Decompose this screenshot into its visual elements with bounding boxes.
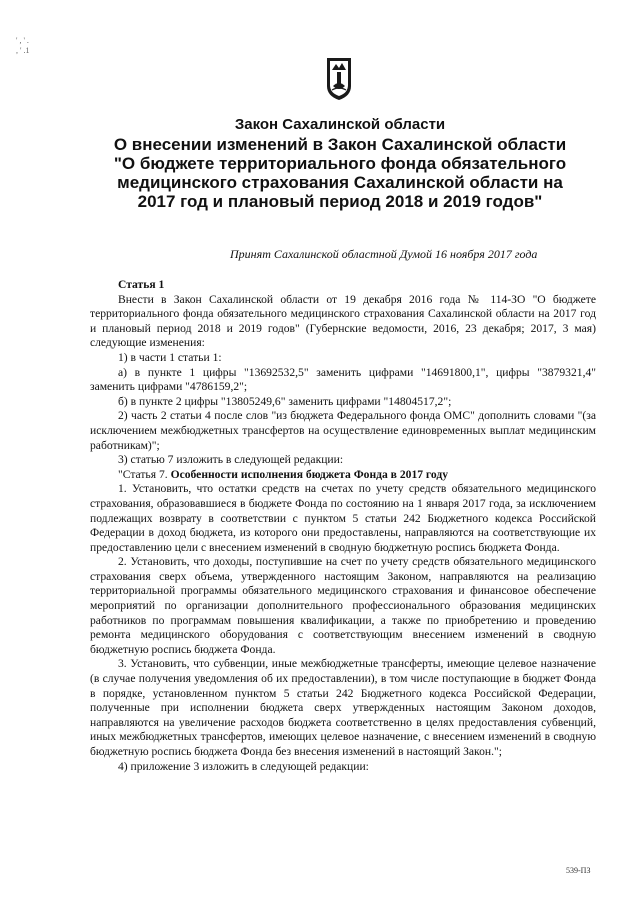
adoption-note: Принят Сахалинской областной Думой 16 ноября 2017 года bbox=[230, 247, 538, 261]
law-body bbox=[90, 278, 596, 774]
article-1-heading: Статья 1 bbox=[118, 278, 165, 291]
item-2: 2) часть 2 статьи 4 после слов "из бюджета Федерального фонда ОМС" дополнить словами "(за исключением межбюджетных трансфертов на осуществление единовременных выплат медицинским работникам)"; bbox=[90, 409, 596, 452]
item-1b: б) в пункте 2 цифры "13805249,6" заменить цифрами "14804517,2"; bbox=[118, 394, 452, 408]
article-7-heading bbox=[90, 468, 596, 483]
article-7-paragraph-2: 2. Установить, что доходы, поступившие на счет по учету средств обязательного медицинского страхования сверх объема, утвержденного настоящим Законом, направляются на реализацию территориальной программы обязательного медицинского страхования и финансовое обеспечение мероприятий по организации дополнительного профессионального образования медицинских работников по программам повышения квалификации, а также по приобретению и проведению ремонта медицинского оборудования с соответствующим внесением изменений в сводную бюджетную роспись бюджета Фонда. bbox=[90, 555, 596, 656]
article-7-prefix: "Статья 7. bbox=[118, 467, 168, 481]
item-3: 3) статью 7 изложить в следующей редакции: bbox=[118, 453, 344, 467]
margin-mark: , ' .1 bbox=[16, 46, 30, 55]
title-line-2: О внесении изменений в Закон Сахалинской области "О бюджете территориального фонда обязательного медицинского страхования Сахалинской области на 2017 год и плановый период 2018 и 2019 годов" bbox=[113, 135, 567, 211]
coat-of-arms-icon bbox=[325, 56, 353, 102]
item-1a: а) в пункте 1 цифры "13692532,5" заменить цифрами "14691800,1", цифры "3879321,4" заменить цифрами "4786159,2"; bbox=[90, 365, 596, 394]
margin-marks bbox=[16, 36, 29, 56]
document-title bbox=[110, 116, 570, 211]
item-1: 1) в части 1 статьи 1: bbox=[118, 350, 222, 364]
article-1-intro: Внести в Закон Сахалинской области от 19 декабря 2016 года № 114-ЗО "О бюджете территориального фонда обязательного медицинского страхования Сахалинской области на 2017 год и плановый период 2018 и 2019 годов" (Губернские ведомости, 2016, 23 декабря; 2017, 3 мая) следующие изменения: bbox=[90, 292, 596, 350]
article-7-paragraph-3: 3. Установить, что субвенции, иные межбюджетные трансферты, имеющие целевое назначение (в случае получения уведомления об их предоставлении), в том числе поступающие в бюджет Фонда в порядке, установленном пунктом 5 статьи 242 Бюджетного кодекса Российской Федерации, полученные при исполнении бюджета сверх утвержденных настоящим Законом доходов, направляются на увеличение расходов бюджета соответственно в целях предоставления субвенций, иных межбюджетных трансфертов, имеющих целевое назначение, с внесением изменений в сводную бюджетную роспись бюджета Фонда без внесения изменений в настоящий Закон."; bbox=[90, 657, 596, 758]
margin-mark: ' , ' . bbox=[16, 36, 29, 45]
title-line-1: Закон Сахалинской области bbox=[234, 116, 446, 133]
article-7-title: Особенности исполнения бюджета Фонда в 2017 году bbox=[170, 467, 449, 481]
article-7-paragraph-1: 1. Установить, что остатки средств на счетах по учету средств обязательного медицинского страхования, образовавшиеся в бюджете Фонда по состоянию на 1 января 2017 года, за исключением подлежащих возврату в соответствии с пунктом 5 статьи 242 Бюджетного кодекса Российской Федерации в доход бюджета, из которого они предоставлены, направляются на соответствующие их предоставлению цели с внесением изменений в сводную бюджетную роспись бюджета Фонда. bbox=[90, 482, 596, 554]
item-4: 4) приложение 3 изложить в следующей редакции: bbox=[118, 759, 369, 773]
document-code: 539-ПЗ bbox=[566, 866, 591, 875]
